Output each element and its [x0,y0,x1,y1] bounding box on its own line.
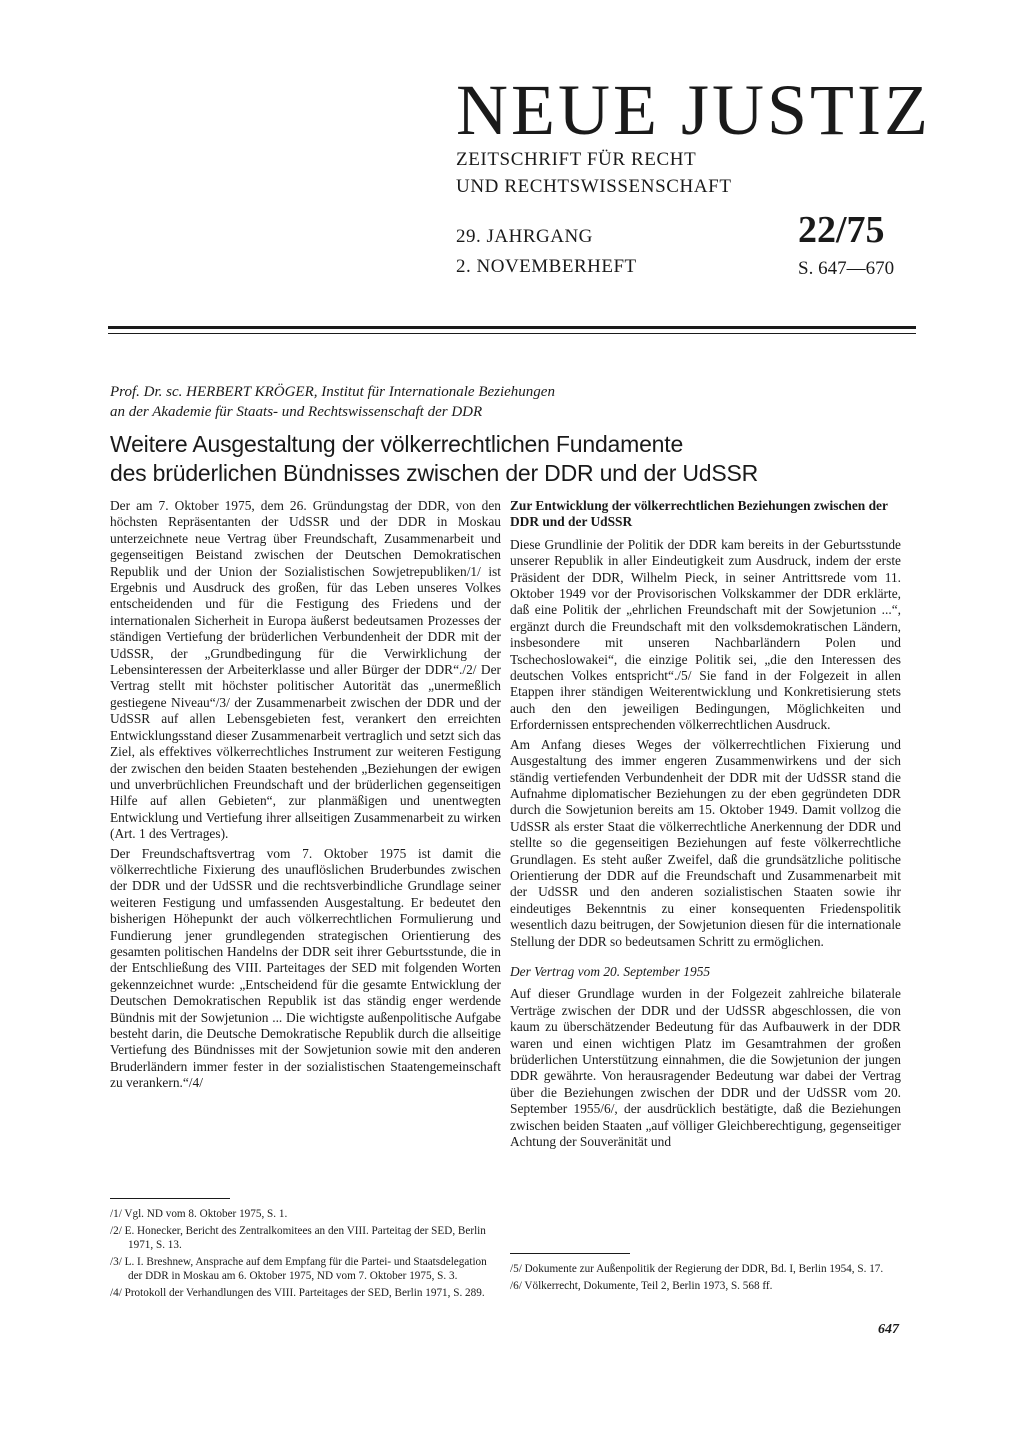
author-line-2: an der Akademie für Staats- und Rechtswissenschaft der DDR [110,404,483,420]
section-heading-italic: Der Vertrag vom 20. September 1955 [510,963,711,979]
footnote: /6/ Völkerrecht, Dokumente, Teil 2, Berlin 1973, S. 568 ff. [510,1280,773,1293]
footnote: /4/ Protokoll der Verhandlungen des VIII. Parteitages der SED, Berlin 1971, S. 289. [110,1287,485,1300]
body-paragraph: Diese Grundlinie der Politik der DDR kam bereits in der Geburtsstunde unserer Republik in aller Eindeutigkeit zum Ausdruck, indem der erste Präsident der DDR, Wilhelm Pieck, in seiner Antrittsrede vom 11. Oktober 1949 vor der Provisorischen Volkskammer der DDR erklärte, daß eine Politik der „ehrlichen Freundschaft mit der Sowjetunion ...“, ergänzt durch die Freundschaft mit den volksdemokratischen Ländern, insbesondere mit unseren Nachbarländern Polen und Tschechoslowakei“, die einzige Politik sei, „die den Interessen des deutschen Volkes entspricht“./5/ Sie fand in der Folgezeit in allen Etappen ihrer ständigen Weiterentwicklung und Konkretisierung stets auch den den jeweiligen Bedingungen, Möglichkeiten und Erfordernissen entsprechenden völkerrechtlichen Ausdruck. [510,536,901,733]
left-column [110,498,501,1095]
body-paragraph: Auf dieser Grundlage wurden in der Folgezeit zahlreiche bilaterale Verträge zwischen der DDR und der UdSSR abgeschlossen, die von kaum zu überschätzender Bedeutung für das Aufbauwerk in der DDR waren und einen wichtigen Platz im Gesamtrahmen der großen brüderlichen Unterstützung einnahmen, die die Sowjetunion der jungen DDR gewährte. Von herausragender Bedeutung war dabei der Vertrag über die Beziehungen zwischen der DDR und der UdSSR vom 20. September 1955/6/, der ausdrücklich bestätigte, daß die Beziehungen zwischen beiden Staaten „auf völliger Gleichberechtigung, gegenseitiger Achtung der Souveränität und [510,986,901,1150]
section-heading: Zur Entwicklung der völkerrechtlichen Beziehungen zwischen der DDR und der UdSSR [510,498,888,530]
author-line-1: Prof. Dr. sc. HERBERT KRÖGER, Institut für Internationale Beziehungen [110,384,555,400]
right-column [510,498,901,1153]
jahrgang-label: 29. JAHRGANG [456,226,593,247]
journal-title: NEUE JUSTIZ [456,70,931,150]
journal-subtitle-line-2: UND RECHTSWISSENSCHAFT [456,176,732,197]
body-paragraph: Der am 7. Oktober 1975, dem 26. Gründungstag der DDR, von den höchsten Repräsentanten der UdSSR und der DDR in Moskau unterzeichnete neue Vertrag über Freundschaft, Zusammenarbeit und gegenseitigen Beistand zwischen der Deutschen Demokratischen Republik und der Union der Sozialistischen Sowjetrepubliken/1/ ist Ergebnis und Ausdruck des großen, für das Leben unseres Volkes entscheidenden und für die Festigung des Friedens und der internationalen Sicherheit in Europa äußerst bedeutsamen Prozesses der ständigen Vertiefung der brüderlichen Verbundenheit der DDR mit der UdSSR, der „Grundbedingung für die Verwirklichung der Lebensinteressen der Arbeiterklasse und aller Bürger der DDR“./2/ Der Vertrag stellt mit höchster politischer Autorität das „unermeßlich gestiegene Niveau“/3/ der Zusammenarbeit zwischen der DDR und der UdSSR auf allen Lebensgebieten fest, verankert den erreichten Entwicklungsstand dieser Zusammenarbeit vertraglich und setzt sich das Ziel, als effektives völkerrechtliches Instrument zur weiteren Festigung der zwischen den beiden Staaten bestehenden „Beziehungen der ewigen und unverbrüchlichen Freundschaft und der brüderlichen gegenseitigen Hilfe auf allen Gebieten“, zur planmäßigen und unentwegten Entwicklung und Vertiefung ihrer allseitigen Zusammenarbeit zu wirken (Art. 1 des Vertrages). [110,498,501,842]
journal-subtitle-line-1: ZEITSCHRIFT FÜR RECHT [456,149,697,170]
footnote: /1/ Vgl. ND vom 8. Oktober 1975, S. 1. [110,1208,288,1220]
footnotes-left [110,1208,501,1304]
issue-volume-info [456,222,637,282]
article-title [110,430,930,488]
page-range: S. 647—670 [798,258,895,279]
body-paragraph: Der Freundschaftsvertrag vom 7. Oktober 1975 ist damit die völkerrechtliche Fixierung des unauflöslichen Bruderbundes zwischen der DDR und der UdSSR und die rechtsverbindliche Grundlage seiner weiteren Festigung und umfassenden Ausgestaltung. Er bedeutet den bisherigen Höhepunkt der auch völkerrechtlichen Formulierung und Fundierung jener grundlegenden strategischen Orientierung des gesamten politischen Handelns der DDR seit ihrer Geburtsstunde, die in der Entschließung des VIII. Parteitages der SED mit folgenden Worten gekennzeichnet wurde: „Entscheidend für die gesamte Entwicklung der Deutschen Demokratischen Republik ist das ständig enger werdende Bündnis mit der Sowjetunion ... Die wichtigste außenpolitische Aufgabe besteht darin, die Deutsche Demokratische Republik durch die allseitige Vertiefung des Bündnisses mit der Sowjetunion sowie mit den anderen Bruderländern immer fester in der sozialistischen Staatengemeinschaft zu verankern.“/4/ [110,845,501,1091]
masthead-rule-thick [108,326,916,329]
footnotes-right [510,1263,901,1298]
footnote: /3/ L. I. Breshnew, Ansprache auf dem Empfang für die Partei- und Staatsdelegation der DDR in Moskau am 6. Oktober 1975, ND vom 7. Oktober 1975, S. 3. [110,1256,487,1282]
issue-number: 22/75 [798,209,885,251]
footnote: /2/ E. Honecker, Bericht des Zentralkomitees an den VIII. Parteitag der SED, Berlin 1971, S. 13. [110,1225,486,1251]
body-paragraph: Am Anfang dieses Weges der völkerrechtlichen Fixierung und Ausgestaltung des immer engeren Zusammenwirkens und der sich ständig vertiefenden Verbundenheit der DDR mit der UdSSR stand die Aufnahme diplomatischer Beziehungen zu der eben gegründeten DDR durch die Sowjetunion bereits am 15. Oktober 1949. Damit vollzog die UdSSR als erster Staat die völkerrechtliche Anerkennung der DDR und stellte so die gegenseitigen Beziehungen auf feste völkerrechtliche Grundlagen. Es steht außer Zweifel, daß die grundsätzliche politische Orientierung der DDR auf die Freundschaft und Zusammenarbeit mit der UdSSR und den anderen sozialistischen Staaten sowie ihr eindeutiges Bekenntnis zu einer konsequenten Friedenspolitik wesentlich dazu beitrugen, der Sowjetunion diesen für die internationale Stellung der DDR so bedeutsamen Schritt zu ermöglichen. [510,736,901,949]
journal-subtitle [456,146,876,200]
footnote: /5/ Dokumente zur Außenpolitik der Regierung der DDR, Bd. I, Berlin 1954, S. 17. [510,1263,884,1275]
masthead-rule-thin [108,333,916,334]
heft-label: 2. NOVEMBERHEFT [456,256,637,277]
page-number: 647 [878,1322,899,1337]
footnote-separator [510,1253,630,1254]
article-author [110,382,910,422]
footnote-separator [110,1198,230,1199]
article-title-line-1: Weitere Ausgestaltung der völkerrechtlichen Fundamente [110,431,684,457]
article-title-line-2: des brüderlichen Bündnisses zwischen der DDR und der UdSSR [110,460,759,486]
